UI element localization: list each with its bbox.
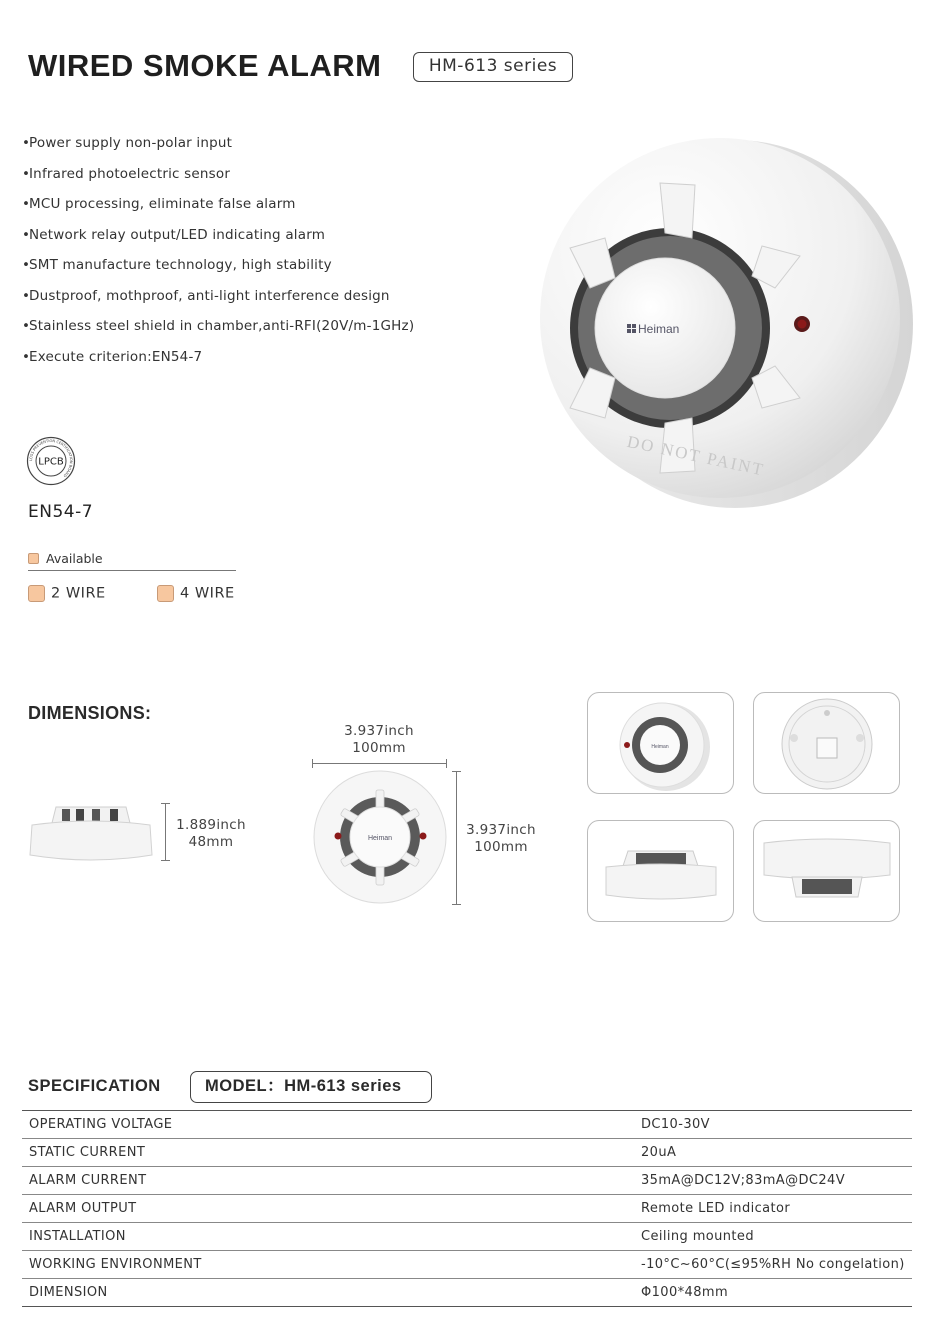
wire-swatch bbox=[157, 585, 174, 602]
spec-key: ALARM OUTPUT bbox=[29, 1201, 137, 1216]
feature-item: •Power supply non-polar input bbox=[22, 135, 233, 151]
lpcb-logo bbox=[26, 436, 76, 486]
spec-key: WORKING ENVIRONMENT bbox=[29, 1257, 202, 1272]
spec-value: 35mA@DC12V;83mA@DC24V bbox=[641, 1173, 846, 1188]
model-badge: MODEL：HM-613 series bbox=[190, 1071, 432, 1103]
product-hero-image bbox=[530, 128, 915, 513]
standard-label: EN54-7 bbox=[28, 502, 94, 522]
table-row bbox=[22, 1195, 912, 1223]
spec-value: DC10-30V bbox=[641, 1117, 710, 1132]
series-badge: HM-613 series bbox=[413, 52, 573, 82]
available-legend bbox=[28, 551, 236, 571]
wire-option-4: 4 WIRE bbox=[157, 585, 235, 603]
dimensions-title: DIMENSIONS: bbox=[28, 703, 152, 723]
thumbnail-inverted-view bbox=[753, 820, 900, 922]
spec-key: ALARM CURRENT bbox=[29, 1173, 147, 1188]
svg-text:DO NOT PAINT: DO NOT PAINT bbox=[625, 431, 767, 480]
spec-key: STATIC CURRENT bbox=[29, 1145, 146, 1160]
spec-value: Remote LED indicator bbox=[641, 1201, 791, 1216]
svg-text:Heiman: Heiman bbox=[651, 744, 669, 750]
svg-text:Heiman: Heiman bbox=[638, 322, 680, 336]
table-row bbox=[22, 1167, 912, 1195]
width-dimension-line bbox=[312, 763, 447, 764]
available-label: Available bbox=[46, 551, 103, 566]
svg-text:LPCB: LPCB bbox=[38, 456, 64, 468]
spec-key: OPERATING VOLTAGE bbox=[29, 1117, 173, 1132]
feature-item: •Execute criterion:EN54-7 bbox=[22, 348, 203, 365]
wire-swatch bbox=[28, 585, 45, 602]
page-title: WIRED SMOKE ALARM bbox=[28, 48, 382, 83]
height-dimension-label: 1.889inch 48mm bbox=[176, 817, 246, 850]
feature-item: •MCU processing, eliminate false alarm bbox=[22, 196, 296, 212]
feature-item: •Network relay output/LED indicating alarm bbox=[22, 226, 326, 243]
feature-item: •Stainless steel shield in chamber,anti-RFI(20V/m-1GHz) bbox=[22, 318, 415, 334]
spec-key: INSTALLATION bbox=[29, 1229, 126, 1244]
table-row bbox=[22, 1139, 912, 1167]
thumbnail-angled-view bbox=[587, 692, 734, 794]
feature-list bbox=[22, 133, 414, 377]
top-view-image bbox=[313, 770, 448, 905]
available-swatch bbox=[28, 553, 39, 564]
thumbnail-base-view bbox=[753, 692, 900, 794]
side-view-image bbox=[26, 795, 156, 865]
svg-text:Heiman: Heiman bbox=[367, 835, 393, 842]
specification-title: SPECIFICATION bbox=[28, 1077, 161, 1095]
spec-key: DIMENSION bbox=[29, 1285, 108, 1300]
width-dimension-label: 3.937inch 100mm bbox=[344, 723, 414, 756]
feature-item: •Infrared photoelectric sensor bbox=[22, 165, 231, 182]
table-row bbox=[22, 1279, 912, 1307]
table-row bbox=[22, 1223, 912, 1251]
depth-dimension-line bbox=[456, 771, 457, 905]
spec-value: 20uA bbox=[641, 1145, 677, 1160]
spec-value: Φ100*48mm bbox=[641, 1285, 729, 1300]
thumbnail-side-view bbox=[587, 820, 734, 922]
spec-value: Ceiling mounted bbox=[641, 1229, 754, 1244]
spec-value: -10°C~60°C(≤95%RH No congelation) bbox=[641, 1257, 905, 1272]
depth-dimension-label: 3.937inch 100mm bbox=[466, 822, 536, 855]
table-row bbox=[22, 1111, 912, 1139]
svg-text:LOSS PREVENTION CERTIFICATION: LOSS PREVENTION CERTIFICATION BOARD bbox=[28, 438, 74, 478]
height-dimension-line bbox=[165, 803, 166, 861]
feature-item: •Dustproof, mothproof, anti-light interference design bbox=[22, 287, 390, 304]
feature-item: •SMT manufacture technology, high stability bbox=[22, 257, 332, 273]
table-row bbox=[22, 1251, 912, 1279]
specification-table bbox=[22, 1110, 912, 1307]
wire-option-2: 2 WIRE bbox=[28, 585, 106, 603]
